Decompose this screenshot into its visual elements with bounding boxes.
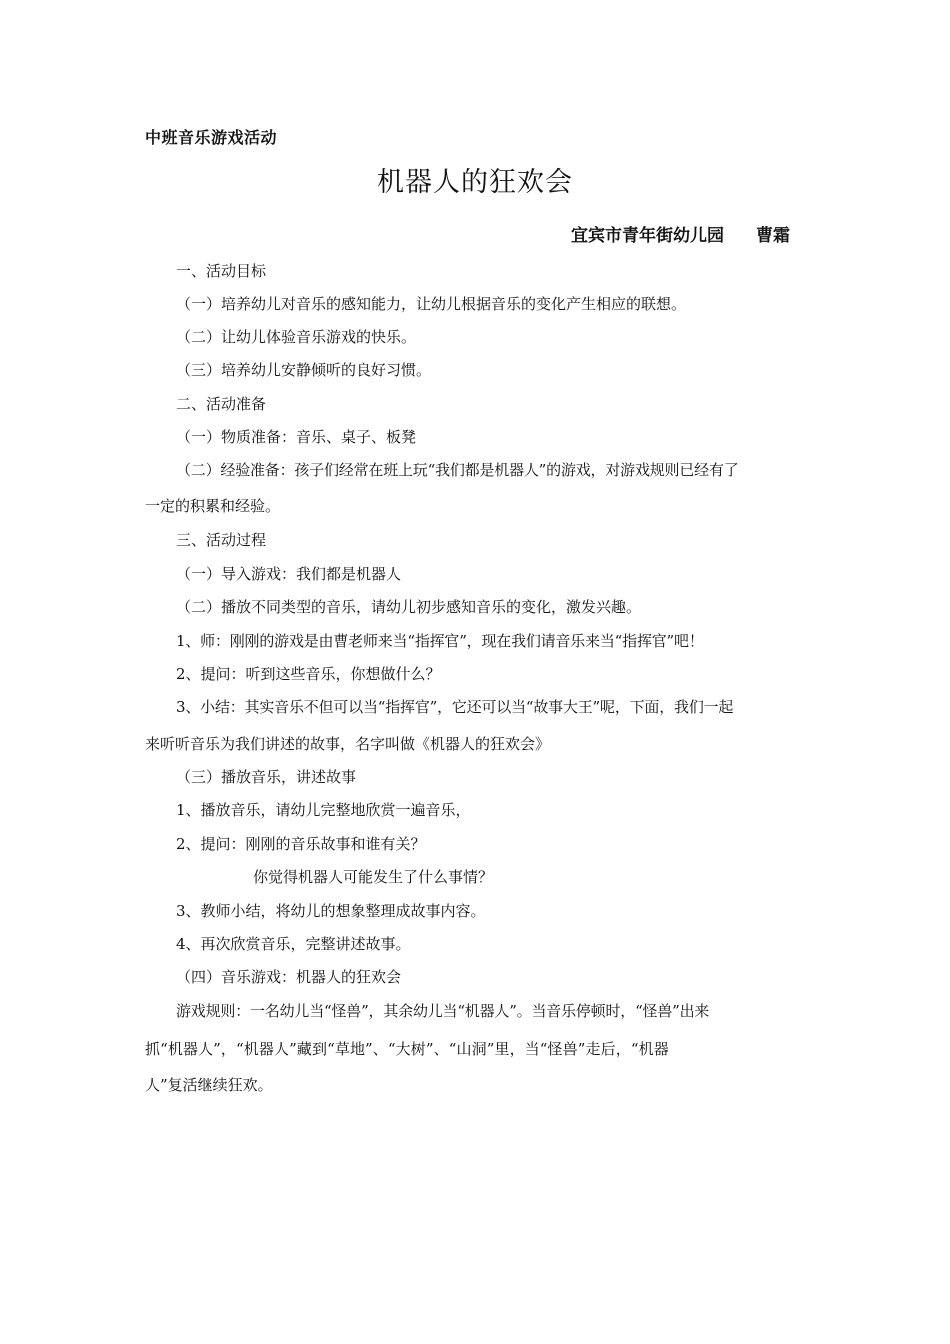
section-heading-goals: 一、活动目标: [176, 262, 267, 280]
paragraph-line: （一）培养幼儿对音乐的感知能力，让幼儿根据音乐的变化产生相应的联想。: [176, 295, 687, 313]
document-title: 机器人的狂欢会: [377, 167, 573, 198]
paragraph-line: 2、提问：听到这些音乐，你想做什么？: [176, 665, 441, 683]
organization-name: 宜宾市青年街幼儿园: [571, 226, 724, 246]
section-heading-preparation: 二、活动准备: [176, 395, 267, 413]
paragraph-line: （一）物质准备：音乐、桌子、板凳: [176, 428, 417, 446]
activity-category: 中班音乐游戏活动: [145, 128, 278, 147]
paragraph-line: 3、小结：其实音乐不但可以当“指挥官”，它还可以当“故事大王”呢，下面，我们一起: [176, 698, 734, 716]
paragraph-line: （四）音乐游戏：机器人的狂欢会: [176, 968, 402, 986]
paragraph-line: 你觉得机器人可能发生了什么事情？: [253, 868, 494, 886]
paragraph-line: 4、再次欣赏音乐，完整讲述故事。: [176, 935, 411, 953]
paragraph-line: （三）培养幼儿安静倾听的良好习惯。: [176, 361, 432, 379]
paragraph-line: 1、师：刚刚的游戏是由曹老师来当“指挥官”，现在我们请音乐来当“指挥官”吧！: [176, 632, 704, 650]
paragraph-line: 3、教师小结，将幼儿的想象整理成故事内容。: [176, 902, 486, 920]
author-name: 曹霜: [756, 226, 790, 246]
paragraph-line: 1、播放音乐，请幼儿完整地欣赏一遍音乐，: [176, 801, 471, 819]
paragraph-line: （一）导入游戏：我们都是机器人: [176, 565, 402, 583]
paragraph-line: 来听听音乐为我们讲述的故事，名字叫做《机器人的狂欢会》: [145, 735, 551, 753]
section-heading-process: 三、活动过程: [176, 531, 267, 549]
paragraph-line: 一定的积累和经验。: [145, 497, 281, 515]
paragraph-line: 抓“机器人”，“机器人”藏到“草地”、“大树”、“山洞”里，当“怪兽”走后，“机器: [145, 1040, 669, 1058]
paragraph-line: 人”复活继续狂欢。: [145, 1076, 273, 1094]
paragraph-line: （二）播放不同类型的音乐，请幼儿初步感知音乐的变化，激发兴趣。: [176, 598, 642, 616]
paragraph-line: （二）经验准备：孩子们经常在班上玩“我们都是机器人”的游戏，对游戏规则已经有了: [176, 461, 739, 479]
paragraph-line: 2、提问：刚刚的音乐故事和谁有关？: [176, 835, 426, 853]
paragraph-line: （三）播放音乐，讲述故事: [176, 768, 357, 786]
byline: [571, 225, 790, 247]
paragraph-line: （二）让幼儿体验音乐游戏的快乐。: [176, 328, 417, 346]
paragraph-line: 游戏规则：一名幼儿当“怪兽”，其余幼儿当“机器人”。当音乐停顿时，“怪兽”出来: [176, 1002, 710, 1020]
